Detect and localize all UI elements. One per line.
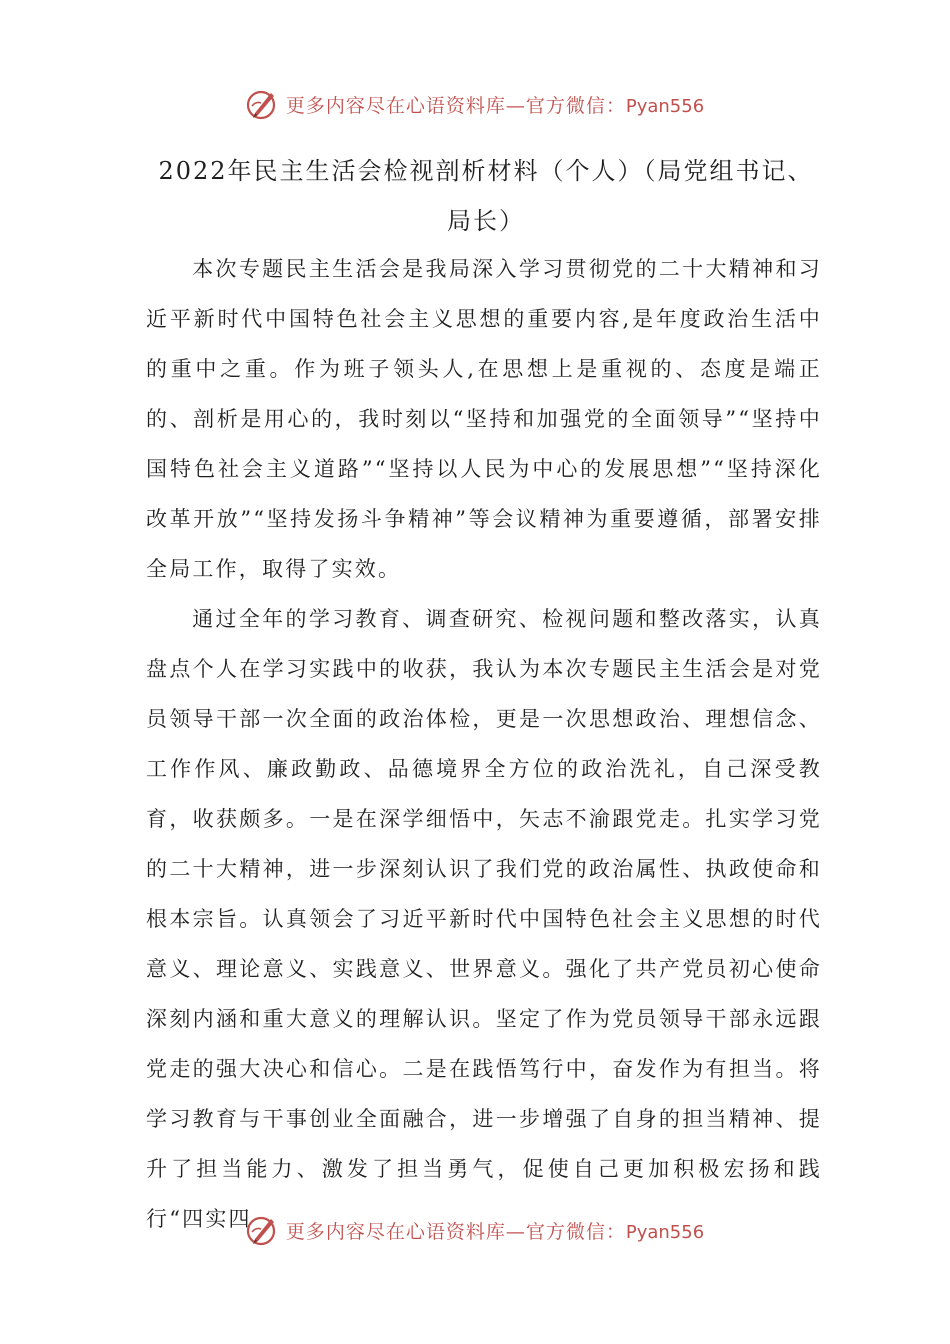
watermark-top — [0, 84, 950, 124]
pen-logo-icon — [246, 1213, 280, 1247]
watermark-wechat-id: Pyan556 — [625, 1221, 705, 1243]
title-line-2: 局长） — [447, 207, 525, 235]
title-line-1: 2022年民主生活会检视剖析材料（个人）（局党组书记、 — [158, 157, 814, 185]
paragraph-2: 通过全年的学习教育、调查研究、检视问题和整改落实，认真盘点个人在学习实践中的收获，我认为本次专题民主生活会是对党员领导干部一次全面的政治体检，更是一次思想政治、理想信念、工作作风、廉政勤政、品德境界全方位的政治洗礼，自己深受教育，收获颇多。一是在深学细悟中，矢志不渝跟党走。扎实学习党的二十大精神，进一步深刻认识了我们党的政治属性、执政使命和根本宗旨。认真领会了习近平新时代中国特色社会主义思想的时代意义、理论意义、实践意义、世界意义。强化了共产党员初心使命深刻内涵和重大意义的理解认识。坚定了作为党员领导干部永远跟党走的强大决心和信心。二是在践悟笃行中，奋发作为有担当。将学习教育与干事创业全面融合，进一步增强了自身的担当精神、提升了担当能力、激发了担当勇气，促使自己更加积极宏扬和践行“四实四 — [146, 607, 822, 1231]
watermark-text: 更多内容尽在心语资料库—官方微信：Pyan556 — [285, 94, 705, 117]
pen-logo-icon — [246, 87, 280, 121]
watermark-wechat-id: Pyan556 — [625, 95, 705, 117]
document-body — [146, 244, 822, 1244]
paragraph-1: 本次专题民主生活会是我局深入学习贯彻党的二十大精神和习近平新时代中国特色社会主义思想的重要内容,是年度政治生活中的重中之重。作为班子领头人,在思想上是重视的、态度是端正的、剖析是用心的，我时刻以“坚持和加强党的全面领导”“坚持中国特色社会主义道路”“坚持以人民为中心的发展思想”“坚持深化改革开放”“坚持发扬斗争精神”等会议精神为重要遵循，部署安排全局工作，取得了实效。 — [146, 257, 822, 581]
watermark-text: 更多内容尽在心语资料库—官方微信：Pyan556 — [285, 1220, 705, 1243]
watermark-bottom — [0, 1210, 950, 1250]
document-title — [146, 146, 826, 246]
